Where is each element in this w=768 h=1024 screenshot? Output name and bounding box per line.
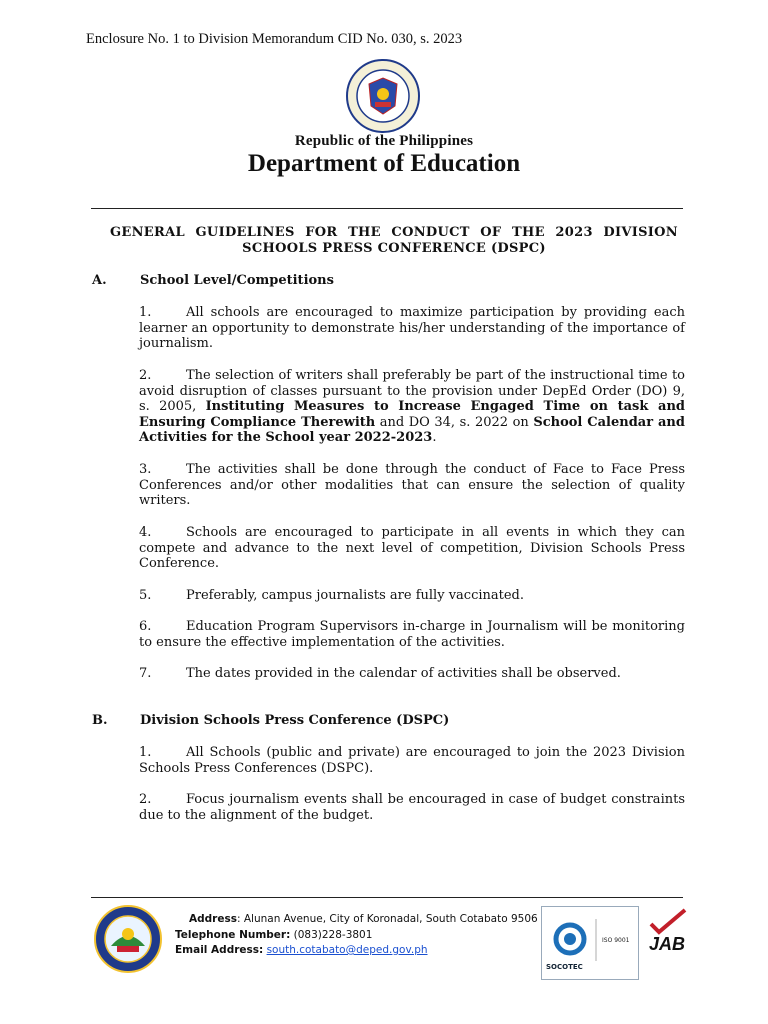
- section-b-item-1: [139, 745, 685, 776]
- jab-label: JAB: [649, 934, 686, 954]
- division-seal: [93, 904, 163, 974]
- item-number: 7.: [139, 666, 152, 681]
- title-line-2: SCHOOLS PRESS CONFERENCE (DSPC): [242, 241, 546, 256]
- republic-line: Republic of the Philippines: [294, 133, 474, 149]
- email-link[interactable]: south.cotabato@deped.gov.ph: [266, 944, 428, 956]
- item-text: and DO 34, s. 2022 on: [375, 414, 534, 430]
- jab-accreditation: [645, 904, 693, 976]
- item-text: The selection of writers shall preferably be part of the instructional time to avoid disruption of classes pursuant to the provision under DepEd Order (DO) 9, s. 2005,: [139, 368, 685, 415]
- item-text: All Schools (public and private) are encouraged to join the 2023 Division Schools Press Conferences (DSPC).: [139, 745, 685, 776]
- phone-label: Telephone Number:: [175, 928, 291, 941]
- footer-contact: [175, 912, 538, 959]
- section-a-item-7: [139, 666, 685, 682]
- section-a-item-5: [139, 588, 685, 604]
- jab-check-icon: [645, 906, 693, 936]
- item-text: Focus journalism events shall be encouraged in case of budget constraints due to the alignment of the budget.: [139, 792, 685, 823]
- section-a-item-6: [139, 619, 685, 650]
- section-a-title: School Level/Competitions: [140, 273, 334, 288]
- item-number: 3.: [139, 462, 152, 477]
- document-title: [110, 225, 678, 257]
- title-line-1: GENERAL GUIDELINES FOR THE CONDUCT OF THE 2023 DIVISION: [110, 225, 678, 240]
- email-label: Email Address:: [175, 944, 264, 956]
- item-number: 4.: [139, 525, 152, 540]
- item-text: All schools are encouraged to maximize participation by providing each learner an opportunity to demonstrate his/her understanding of the importance of journalism.: [139, 305, 685, 352]
- iso-label: ISO 9001: [602, 937, 630, 944]
- item-number: 1.: [139, 745, 152, 760]
- item-number: 2.: [139, 792, 152, 807]
- section-a-item-1: [139, 305, 685, 352]
- section-a-heading: [92, 273, 334, 288]
- section-b-letter: B.: [92, 713, 108, 728]
- item-text: Schools are encouraged to participate in all events in which they can compete and advance to the next level of competition, Division Schools Press Conference.: [139, 525, 685, 572]
- section-b-heading: [92, 713, 449, 728]
- item-number: 1.: [139, 305, 152, 320]
- item-text: The dates provided in the calendar of activities shall be observed.: [186, 666, 621, 681]
- section-a-item-3: [139, 462, 685, 509]
- footer-phone-row: [175, 928, 538, 944]
- item-text: Preferably, campus journalists are fully vaccinated.: [186, 588, 524, 603]
- department-name: Department of Education: [247, 150, 521, 177]
- address-value: : Alunan Avenue, City of Koronadal, South Cotabato 9506: [236, 913, 538, 925]
- item-text: Education Program Supervisors in-charge in Journalism will be monitoring to ensure the effective implementation of the activities.: [139, 619, 685, 650]
- item-bold-title: School Calendar and Activities for the School year 2022-2023: [139, 414, 685, 446]
- section-a-item-2: [139, 368, 685, 446]
- item-number: 6.: [139, 619, 152, 634]
- footer-divider: [91, 897, 683, 898]
- enclosure-note: Enclosure No. 1 to Division Memorandum CID No. 030, s. 2023: [86, 31, 463, 47]
- header-divider: [91, 208, 683, 209]
- item-number: 2.: [139, 368, 152, 383]
- footer-address-row: [175, 912, 538, 928]
- item-number: 5.: [139, 588, 152, 603]
- item-bold-title: Instituting Measures to Increase Engaged Time on task and Ensuring Compliance Therewith: [139, 399, 685, 430]
- item-text: .: [432, 430, 437, 446]
- section-b-item-2: [139, 792, 685, 823]
- socotec-label: SOCOTEC: [546, 963, 583, 971]
- section-b-title: Division Schools Press Conference (DSPC): [140, 713, 450, 728]
- phone-value: (083)228-3801: [290, 928, 373, 941]
- section-a-item-4: [139, 525, 685, 572]
- footer-email-row: [175, 943, 538, 959]
- item-text: The activities shall be done through the conduct of Face to Face Press Conferences and/or other modalities that can ensure the selection of quality writers.: [139, 462, 685, 509]
- deped-seal: [345, 58, 421, 134]
- address-label: Address: [189, 913, 237, 925]
- socotec-certification: [541, 906, 639, 980]
- section-a-letter: A.: [92, 273, 107, 288]
